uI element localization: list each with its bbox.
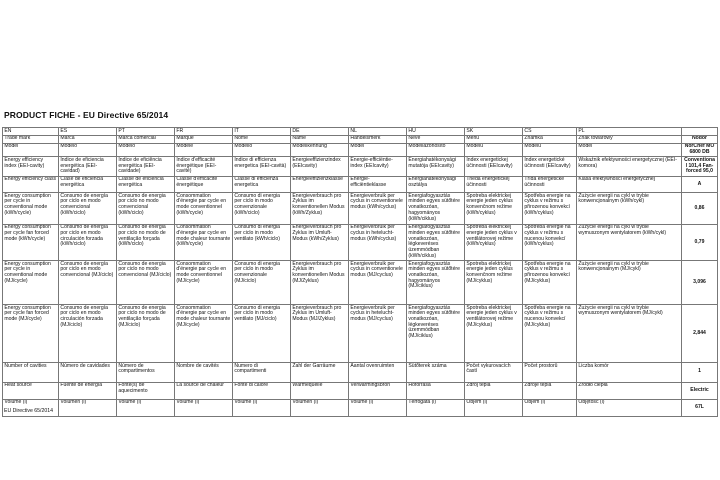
table-cell: Energieverbrauch pro Zyklus im Umluft-Modus (MJ/Zyklus)	[291, 305, 349, 363]
table-cell: Energy consumption per cycle in conventional mode (MJ/cycle)	[3, 261, 59, 305]
table-cell: Známka	[523, 135, 577, 143]
table-cell: Modelo	[117, 143, 175, 157]
table-row	[3, 399, 718, 416]
language-code	[682, 128, 718, 136]
language-code: PT	[117, 128, 175, 136]
table-cell: Consumo di energia per ciclo in modo ventilato (kWh/ciclo)	[233, 224, 291, 260]
table-cell: Nome	[233, 135, 291, 143]
table-cell: Index energetické účinnosti (EEIcavity)	[523, 157, 577, 176]
value-cell: Nodor	[682, 135, 718, 143]
table-cell: Zużycie energii na cykl w trybie konwencjonalnym (kWh/cykl)	[577, 193, 682, 225]
language-code: PL	[577, 128, 682, 136]
table-cell: Spotreba elektrickej energie jeden cyklus v ventilátorovej režime (kWh/cyklus)	[465, 224, 523, 260]
table-cell: Consumo de energia por ciclo no modo de ventilação forçada (MJ/ciclo)	[117, 305, 175, 363]
table-cell: Consumo de energía por ciclo en modo circulación forzada (MJ/ciclo)	[59, 305, 117, 363]
table-cell: Modelo	[59, 143, 117, 157]
table-cell: Consommation d'énergie par cycle en mode chaleur tournante (MJ/cycle)	[175, 305, 233, 363]
table-cell: Model	[577, 143, 682, 157]
table-cell: Modelu	[523, 143, 577, 157]
value-cell: 0,79	[682, 224, 718, 260]
fiche-body	[3, 128, 718, 417]
table-cell: Index energetickej účinnosti (EEIcavity)	[465, 157, 523, 176]
table-cell: Spotřeba energie na cyklus v režimu s nucenou konvekcí (kWh/cyklus)	[523, 224, 577, 260]
table-cell: La source de chaleur	[175, 382, 233, 399]
table-cell: Volume (l)	[3, 399, 59, 416]
table-cell: Clase de eficiencia energética	[59, 176, 117, 193]
table-cell: Heat source	[3, 382, 59, 399]
table-cell: Zużycie energii na cykl w trybie wymuszonym wentylatorem (kWh/cykl)	[577, 224, 682, 260]
table-cell: Trieda energetickej účinnosti	[465, 176, 523, 193]
table-cell: Źródło ciepła	[577, 382, 682, 399]
table-cell: Energieverbruik per cyclus in hetelucht-modus (MJ/cyclus)	[349, 305, 407, 363]
table-cell: Zahl der Garräume	[291, 363, 349, 383]
table-row	[3, 261, 718, 305]
table-cell: Modellazonosító	[407, 143, 465, 157]
value-cell: 2,844	[682, 305, 718, 363]
table-cell: Spotřeba energie na cyklus v režimu s nucenou konvekcí (MJ/cyklus)	[523, 305, 577, 363]
table-cell: Liczba komór	[577, 363, 682, 383]
table-cell: Energie-efficiëntieklasse	[349, 176, 407, 193]
value-cell: 0,86	[682, 193, 718, 225]
table-row	[3, 363, 718, 383]
table-cell: Indice di efficienza energetica (EEI-cavità)	[233, 157, 291, 176]
table-cell: Model	[349, 143, 407, 157]
table-cell: Consumo de energía por ciclo en modo convencional (kWh/ciclo)	[59, 193, 117, 225]
table-cell: Fonte di calore	[233, 382, 291, 399]
table-cell: Number of cavities	[3, 363, 59, 383]
table-cell: Classe d'efficacité énergétique	[175, 176, 233, 193]
table-cell: Numero di compartimenti	[233, 363, 291, 383]
table-cell: Marca comercial	[117, 135, 175, 143]
value-cell: Conventional 101,4 Fan-forced 95,0	[682, 157, 718, 176]
table-cell: Consumo de energía por ciclo en modo circulación forzada (kWh/ciclo)	[59, 224, 117, 260]
table-cell: Classe di efficienza energetica	[233, 176, 291, 193]
table-cell: Indice d'efficacité énergétique (EEI-cavité)	[175, 157, 233, 176]
table-cell: Wärmequelle	[291, 382, 349, 399]
table-cell: Índice de eficiencia energética (EEI-cavidad)	[59, 157, 117, 176]
table-cell: Energieverbruik per cyclus in hetelucht-modus (kWh/cyclus)	[349, 224, 407, 260]
table-cell: Térfogata (l)	[407, 399, 465, 416]
table-row	[3, 157, 718, 176]
value-cell: A	[682, 176, 718, 193]
table-cell: Volumen (l)	[59, 399, 117, 416]
table-cell: Consumo de energia por ciclo no modo de ventilação forçada (kWh/ciclo)	[117, 224, 175, 260]
language-code: CS	[523, 128, 577, 136]
table-cell: Objętość (l)	[577, 399, 682, 416]
table-row	[3, 193, 718, 225]
table-cell: Energy efficiency class	[3, 176, 59, 193]
table-cell: Modello	[233, 143, 291, 157]
footer-text: EU Directive 65/2014	[4, 408, 54, 414]
table-cell: Energiahatékonysági osztálya	[407, 176, 465, 193]
table-cell: Consumo de energía por ciclo en modo convencional (MJ/ciclo)	[59, 261, 117, 305]
table-cell: Verwarmingsbron	[349, 382, 407, 399]
table-cell: Fonte(s) de aquecimento	[117, 382, 175, 399]
table-cell: Objem (l)	[523, 399, 577, 416]
table-cell: Spotreba elektrickej energie jeden cyklus v ventilátorovej režime (MJ/cyklus)	[465, 305, 523, 363]
value-cell: Electric	[682, 382, 718, 399]
table-cell: Energy consumption per cycle in conventional mode (kWh/cycle)	[3, 193, 59, 225]
table-cell: Marque	[175, 135, 233, 143]
table-cell: Modellkennung	[291, 143, 349, 157]
table-cell: Model	[3, 143, 59, 157]
table-cell: Consumo de energia por ciclo no modo convencional (kWh/ciclo)	[117, 193, 175, 225]
table-cell: Trade mark	[3, 135, 59, 143]
table-cell: Aantal ovenruimten	[349, 363, 407, 383]
table-cell: Energieeffizienzindex (EEIcavity)	[291, 157, 349, 176]
table-cell: Energiahatékonysági mutatója (EEIcavity)	[407, 157, 465, 176]
table-cell: Fuente de energía	[59, 382, 117, 399]
table-cell: Consumo di energia per ciclo in modo convenzionale (MJ/ciclo)	[233, 261, 291, 305]
table-cell: Wskaźnik efektywności energetycznej (EEI-komora)	[577, 157, 682, 176]
table-cell: Name	[291, 135, 349, 143]
table-row	[3, 224, 718, 260]
value-cell: 1	[682, 363, 718, 383]
table-cell: Zdroj tepla	[465, 382, 523, 399]
table-cell: Třída energetické účinnosti	[523, 176, 577, 193]
table-row	[3, 143, 718, 157]
table-cell: Modèle	[175, 143, 233, 157]
table-cell: Marca	[59, 135, 117, 143]
table-cell: Objem (l)	[465, 399, 523, 416]
table-cell: Energiafogyasztás minden egyes sütőtére vonatkozóan, hagyományos (MJ/ciklus)	[407, 261, 465, 305]
table-cell: Počet prostorů	[523, 363, 577, 383]
table-cell: Klasa efektywności energetycznej	[577, 176, 682, 193]
table-cell: Consumo de energia por ciclo no modo convencional (MJ/ciclo)	[117, 261, 175, 305]
language-code: IT	[233, 128, 291, 136]
table-cell: Consommation d'énergie par cycle en mode conventionnel (MJ/cycle)	[175, 261, 233, 305]
value-cell: NorChef MO 6800 DB	[682, 143, 718, 157]
table-cell: Spotřeba energie na cyklus v režimu s přirozenou konvekcí (MJ/cyklus)	[523, 261, 577, 305]
table-cell: Modelu	[465, 143, 523, 157]
table-cell: Consommation d'énergie par cycle en mode chaleur tournante (kWh/cycle)	[175, 224, 233, 260]
table-cell: Handelsmerk	[349, 135, 407, 143]
table-row	[3, 135, 718, 143]
table-cell: Nombre de cavités	[175, 363, 233, 383]
table-cell: Sütőterek száma	[407, 363, 465, 383]
language-code: HU	[407, 128, 465, 136]
value-cell: 3,096	[682, 261, 718, 305]
table-cell: Znak towarowy	[577, 135, 682, 143]
table-cell: Počet vykurovacích častí	[465, 363, 523, 383]
table-row	[3, 176, 718, 193]
table-cell: Energieverbruik per cyclus in conventionele modus (MJ/cyclus)	[349, 261, 407, 305]
table-cell: Classe de eficiência energética	[117, 176, 175, 193]
table-cell: Energie-efficiëntie-index (EEIcavity)	[349, 157, 407, 176]
table-cell: Spotreba elektrickej energie jeden cyklus konvenčnom režime (kWh/cyklus)	[465, 193, 523, 225]
table-cell: Consommation d'énergie par cycle en mode conventionnel (kWh/cycle)	[175, 193, 233, 225]
table-cell: Número de cavidades	[59, 363, 117, 383]
table-cell: Volume (l)	[349, 399, 407, 416]
table-cell: Menú	[465, 135, 523, 143]
table-cell: Hőforrása	[407, 382, 465, 399]
table-row	[3, 305, 718, 363]
table-cell: Nevé	[407, 135, 465, 143]
language-code: DE	[291, 128, 349, 136]
language-code: EN	[3, 128, 59, 136]
table-cell: Energieverbrauch pro Zyklus im konventionellen Modus (kWh/Zyklus)	[291, 193, 349, 225]
table-cell: Zużycie energii na cykl w trybie wymuszonym wentylatorem (MJ/cykl)	[577, 305, 682, 363]
table-cell: Volume (l)	[233, 399, 291, 416]
table-cell: Zdroje tepla	[523, 382, 577, 399]
language-code: NL	[349, 128, 407, 136]
table-cell: Spotřeba energie na cyklus v režimu s přirozenou konvekcí (kWh/cyklus)	[523, 193, 577, 225]
table-cell: Energy consumption per cycle fan forced mode (MJ/cycle)	[3, 305, 59, 363]
table-cell: Energiafogyasztás minden egyes sütőtére vonatkozóan, hagyományos (kWh/ciklus)	[407, 193, 465, 225]
table-cell: Energieverbrauch pro Zyklus im konventionellen Modus (MJ/Zyklus)	[291, 261, 349, 305]
language-header-row	[3, 128, 718, 136]
value-cell: 67L	[682, 399, 718, 416]
table-cell: Consumo di energia per ciclo in modo convenzionale (kWh/ciclo)	[233, 193, 291, 225]
table-cell: Volumen (l)	[291, 399, 349, 416]
table-cell: Índice de eficiência energética (EEI-cavidade)	[117, 157, 175, 176]
table-cell: Energiafogyasztás minden egyes sütőtére vonatkozóan, légkeveréses üzemmódban (MJ/ciklus)	[407, 305, 465, 363]
table-cell: Volume (l)	[117, 399, 175, 416]
table-cell: Zużycie energii na cykl w trybie konwencjonalnym (MJ/cykl)	[577, 261, 682, 305]
table-cell: Energieeffizienzklasse	[291, 176, 349, 193]
table-cell: Energiafogyasztás minden egyes sütőtére vonatkozóan, légkeveréses üzemmódban (kWh/ciklus)	[407, 224, 465, 260]
table-cell: Energieverbrauch pro Zyklus im Umluft-Modus (kWh/Zyklus)	[291, 224, 349, 260]
product-fiche-table	[2, 127, 718, 417]
language-code: SK	[465, 128, 523, 136]
table-cell: Energy efficiency index (EEI-cavity)	[3, 157, 59, 176]
table-cell: Volume (l)	[175, 399, 233, 416]
language-code: FR	[175, 128, 233, 136]
table-cell: Energieverbruik per cyclus in conventionele modus (kWh/cyclus)	[349, 193, 407, 225]
table-cell: Consumo di energia per ciclo in modo ventilato (MJ/ciclo)	[233, 305, 291, 363]
table-cell: Energy consumption per cycle fan forced mode (kWh/cycle)	[3, 224, 59, 260]
table-cell: Número de compartimentos	[117, 363, 175, 383]
table-cell: Spotreba elektrickej energie jeden cyklus konvenčnom režime (MJ/cyklus)	[465, 261, 523, 305]
table-row	[3, 382, 718, 399]
language-code: ES	[59, 128, 117, 136]
page-title: PRODUCT FICHE - EU Directive 65/2014	[4, 110, 169, 120]
